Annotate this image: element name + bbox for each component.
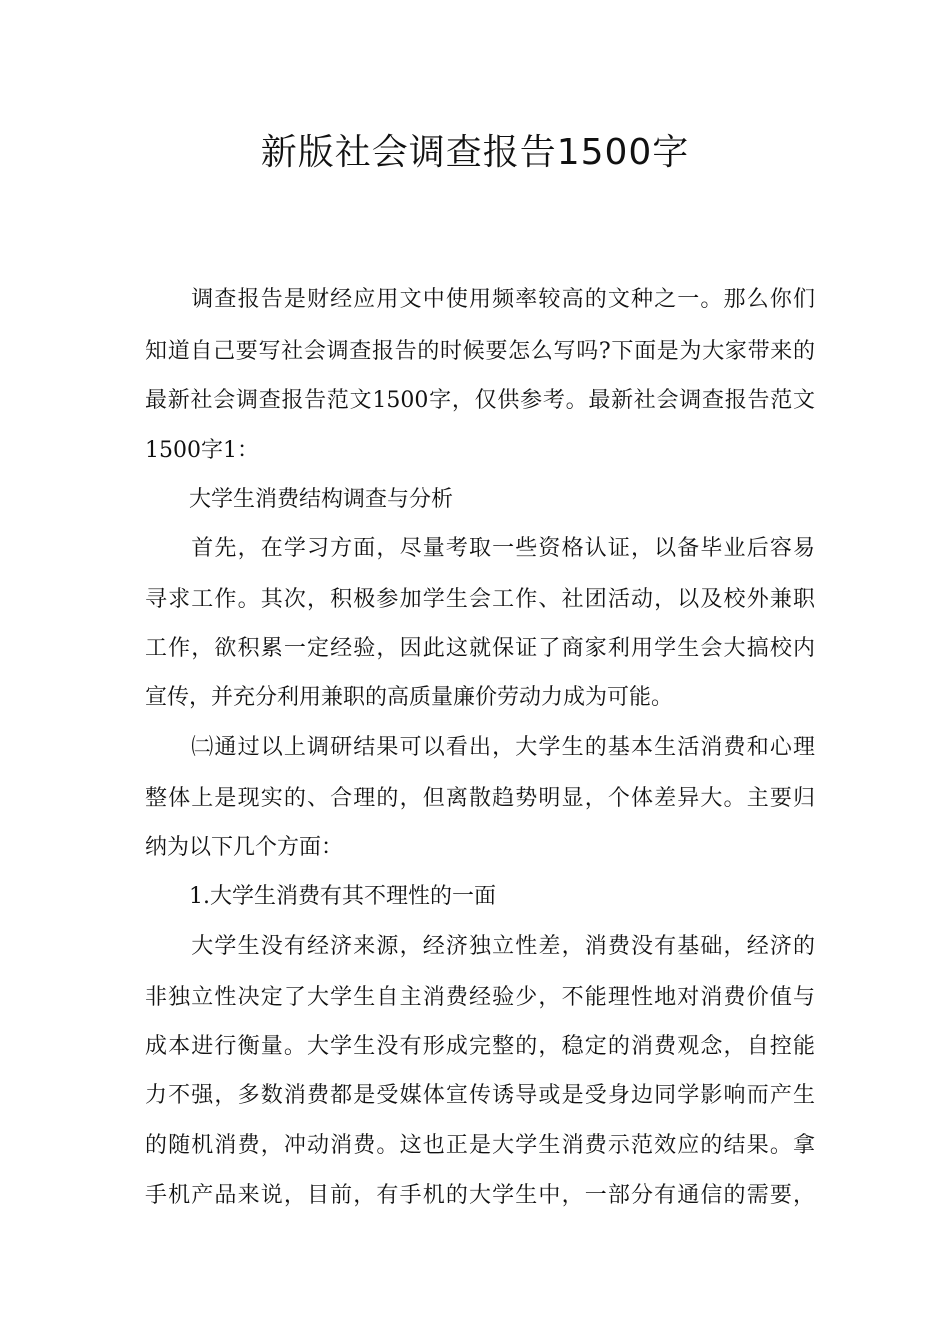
paragraph-line: 成本进行衡量。大学生没有形成完整的，稳定的消费观念，自控能	[145, 1034, 815, 1059]
paragraph-line: 宣传，并充分利用兼职的高质量廉价劳动力成为可能。	[145, 685, 674, 710]
paragraph-line: 工作，欲积累一定经验，因此这就保证了商家利用学生会大搞校内	[145, 636, 815, 661]
subsection-heading: 1.大学生消费有其不理性的一面	[145, 884, 496, 909]
paragraph-line: ㈡通过以上调研结果可以看出，大学生的基本生活消费和心理	[145, 735, 815, 760]
paragraph-line: 手机产品来说，目前，有手机的大学生中，一部分有通信的需要，	[145, 1183, 815, 1208]
document-title: 新版社会调查报告1500字	[260, 132, 690, 173]
paragraph-line: 的随机消费，冲动消费。这也正是大学生消费示范效应的结果。拿	[145, 1133, 815, 1158]
paragraph-line: 大学生没有经济来源，经济独立性差，消费没有基础，经济的	[145, 934, 815, 959]
paragraph-line: 力不强，多数消费都是受媒体宣传诱导或是受身边同学影响而产生	[145, 1083, 815, 1108]
paragraph-line: 最新社会调查报告范文1500字，仅供参考。最新社会调查报告范文	[145, 388, 815, 413]
paragraph-line: 非独立性决定了大学生自主消费经验少，不能理性地对消费价值与	[145, 985, 815, 1010]
paragraph-line: 纳为以下几个方面：	[145, 835, 344, 860]
section-heading: 大学生消费结构调查与分析	[145, 487, 454, 512]
paragraph-line: 调查报告是财经应用文中使用频率较高的文种之一。那么你们	[145, 287, 815, 312]
paragraph-line: 首先，在学习方面，尽量考取一些资格认证，以备毕业后容易	[145, 536, 815, 561]
paragraph-line: 寻求工作。其次，积极参加学生会工作、社团活动，以及校外兼职	[145, 587, 815, 612]
paragraph-line: 整体上是现实的、合理的，但离散趋势明显，个体差异大。主要归	[145, 786, 815, 811]
paragraph-line: 1500字1：	[145, 438, 259, 463]
paragraph-line: 知道自己要写社会调查报告的时候要怎么写吗?下面是为大家带来的	[145, 339, 815, 364]
